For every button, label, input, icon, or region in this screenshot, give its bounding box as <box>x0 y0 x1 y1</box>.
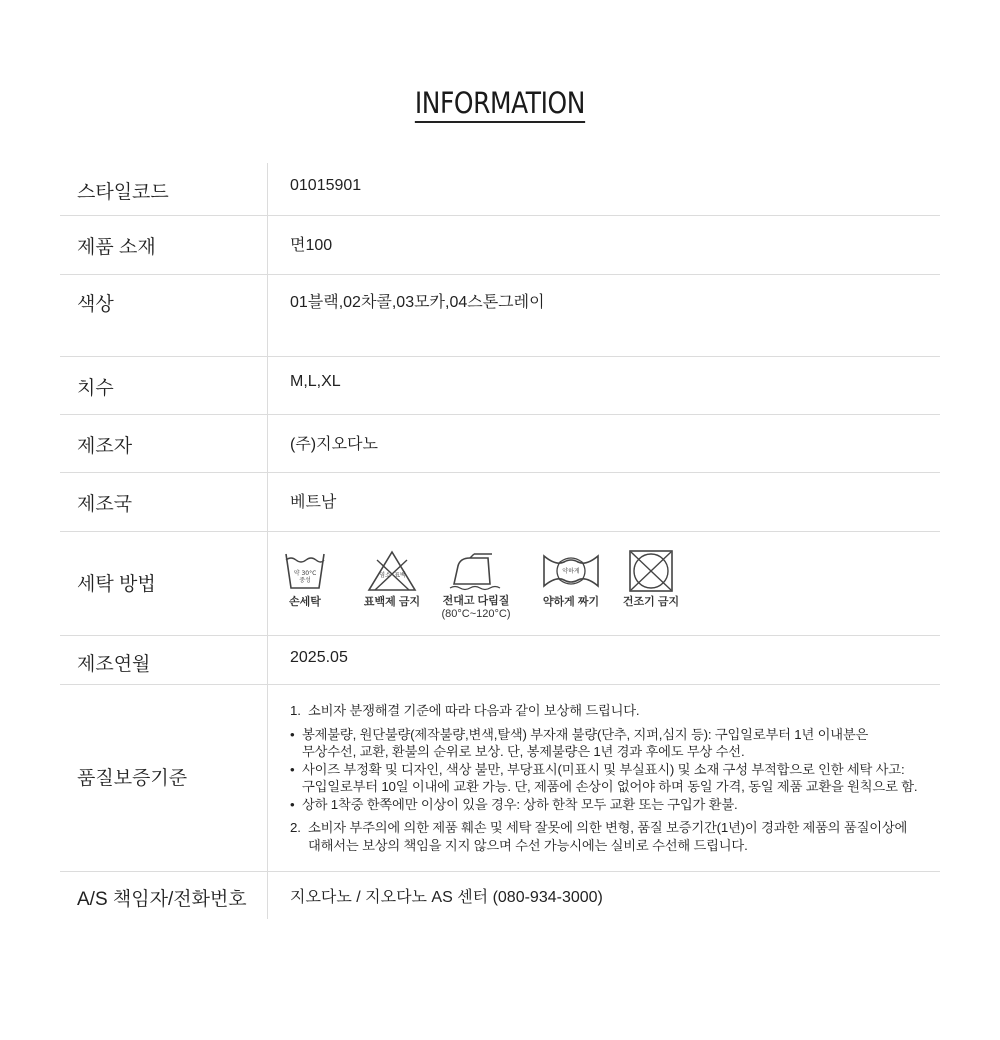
bullet-line: 사이즈 부정확 및 디자인, 색상 불만, 부당표시(미표시 및 부실표시) 및 소재 구성 부적합으로 인한 세탁 사고: <box>302 761 905 777</box>
caption-hand-wash: 손세탁 <box>289 596 321 608</box>
hand-wash-temp: 약 30°C <box>293 570 317 577</box>
caption-no-dryer: 건조기 금지 <box>622 596 680 608</box>
gentle-wring-icon <box>540 550 602 592</box>
caption-no-bleach: 표백제 금지 <box>363 596 421 608</box>
label-date: 제조연월 <box>60 636 268 684</box>
quality-item-2 <box>290 819 917 854</box>
bleach-bleach: 표백 <box>394 572 406 579</box>
bullet-line: 구입일로부터 10일 이내에 교환 가능. 단, 제품에 손상이 없어야 하며 동일 가격, 동일 제품 교환을 원칙으로 함. <box>302 779 918 794</box>
page-title: INFORMATION <box>415 86 585 123</box>
iron-cloth-icon <box>448 550 504 592</box>
row-as <box>60 872 940 919</box>
value-date: 2025.05 <box>290 649 348 666</box>
quality-bullet <box>290 796 917 814</box>
value-manufacturer: (주)지오다노 <box>290 436 378 453</box>
row-quality <box>60 685 940 872</box>
no-bleach-icon <box>367 550 417 592</box>
bullet-line: 무상수선, 교환, 환불의 순위로 보상. 단, 봉제불량은 1년 경과 후에도 무상 수선. <box>302 744 745 759</box>
quality-item-1-text: 소비자 분쟁해결 기준에 따라 다음과 같이 보상해 드립니다. <box>308 703 640 718</box>
value-color: 01블랙,02차콜,03모카,04스톤그레이 <box>290 294 545 311</box>
wash-item-bleach <box>357 550 427 635</box>
label-washing: 세탁 방법 <box>60 532 268 635</box>
wash-item-hand <box>281 550 329 635</box>
value-size: M,L,XL <box>290 373 341 390</box>
row-manufacturer <box>60 415 940 473</box>
label-color: 색상 <box>60 275 268 356</box>
quality-item-2-line: 대해서는 보상의 책임을 지지 않으며 수선 가능시에는 실비로 수선해 드립니다. <box>308 837 748 853</box>
row-date <box>60 636 940 685</box>
washing-icons <box>268 532 940 635</box>
quality-item-1 <box>290 702 917 720</box>
bullet-line: 상하 1착중 한쪽에만 이상이 있을 경우: 상하 한착 모두 교환 또는 구입가 환불. <box>302 796 738 812</box>
value-material: 면100 <box>290 237 333 254</box>
label-quality: 품질보증기준 <box>60 685 268 871</box>
no-tumble-dry-icon <box>628 550 674 592</box>
bullet-mark: • <box>290 796 295 812</box>
wash-item-iron <box>433 550 519 635</box>
bullet-mark: • <box>290 761 295 777</box>
caption-iron: 전대고 다림질 <box>442 595 510 607</box>
bullet-line: 봉제불량, 원단불량(제작불량,변색,탈색) 부자재 불량(단추, 지퍼,심지 등): 구입일로부터 1년 이내분은 <box>302 726 869 742</box>
label-as: A/S 책임자/전화번호 <box>60 872 268 919</box>
label-material: 제품 소재 <box>60 216 268 274</box>
row-style-code <box>60 163 940 216</box>
quality-text <box>268 685 917 871</box>
quality-item-2-num: 2. <box>290 820 301 835</box>
hand-wash-neutral: 중성 <box>299 577 311 584</box>
caption-wring: 약하게 짜기 <box>542 596 600 608</box>
wring-gently: 약하게 <box>562 568 580 575</box>
quality-bullet <box>290 726 917 761</box>
row-country <box>60 473 940 532</box>
caption-iron-temp: (80°C~120°C) <box>441 608 511 620</box>
hand-wash-icon <box>283 550 327 592</box>
wash-item-dryer <box>621 550 681 635</box>
row-washing <box>60 532 940 636</box>
label-size: 치수 <box>60 357 268 414</box>
label-style-code: 스타일코드 <box>60 163 268 215</box>
row-material <box>60 216 940 275</box>
value-as: 지오다노 / 지오다노 AS 센터 (080-934-3000) <box>290 889 603 906</box>
quality-item-2-line: 소비자 부주의에 의한 제품 훼손 및 세탁 잘못에 의한 변형, 품질 보증기간(1년)이 경과한 제품의 품질이상에 <box>308 820 908 835</box>
wash-item-wring <box>533 550 609 635</box>
label-manufacturer: 제조자 <box>60 415 268 472</box>
row-color <box>60 275 940 357</box>
value-style-code: 01015901 <box>290 177 362 194</box>
bleach-chlorine: 염소 <box>379 572 391 579</box>
page-title-wrap <box>0 86 1000 123</box>
row-size <box>60 357 940 415</box>
bullet-mark: • <box>290 726 295 742</box>
label-country: 제조국 <box>60 473 268 531</box>
value-country: 베트남 <box>290 494 337 511</box>
quality-bullet <box>290 761 917 796</box>
info-table <box>60 163 940 919</box>
quality-item-1-num: 1. <box>290 703 301 718</box>
